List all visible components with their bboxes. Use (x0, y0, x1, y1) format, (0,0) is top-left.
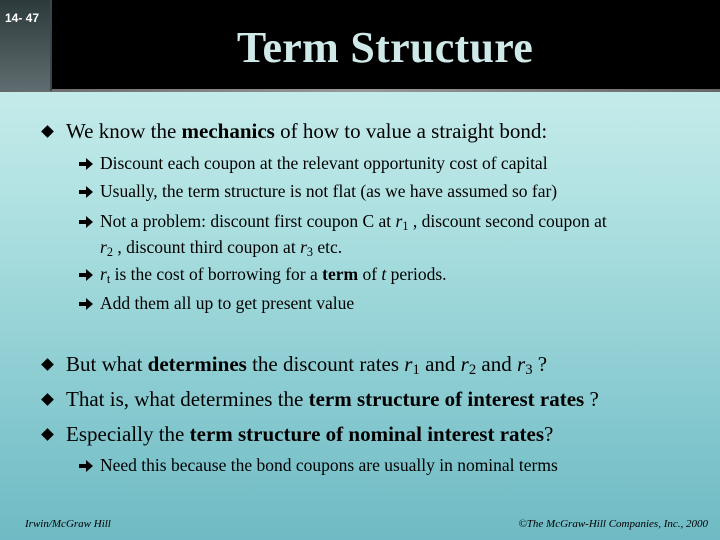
rate-subscript: 3 (525, 362, 533, 378)
bullet-bold: term structure of interest rates (308, 387, 585, 411)
rate-subscript: 1 (402, 219, 409, 233)
slide-title: Term Structure (236, 23, 534, 72)
bullet-text: That is, what determines the (66, 387, 309, 411)
rate-subscript: t (106, 272, 111, 286)
rate-symbol: r (100, 237, 107, 257)
rate-symbol: r (517, 352, 526, 376)
sub-bullet-discount: Discount each coupon at the relevant opportunity cost of capital (100, 153, 548, 173)
bullet-bold: term structure of nominal interest rates (189, 422, 544, 446)
footer-copyright: ©The McGraw-Hill Companies, Inc., 2000 (518, 518, 708, 530)
bullet-nominal (66, 422, 553, 447)
bullet-diamond-icon (41, 428, 54, 441)
rate-symbol: r (100, 264, 107, 284)
bullet-text: the discount rates (246, 352, 405, 376)
arrow-icon (79, 460, 93, 472)
sub-bullet-usually: Usually, the term structure is not flat (as we have assumed so far) (100, 181, 558, 201)
bullet-determines (66, 352, 547, 379)
rate-symbol: r (300, 237, 307, 257)
rate-symbol: r (404, 352, 413, 376)
arrow-icon (79, 298, 93, 310)
sub-text: of (358, 264, 382, 284)
bullet-text: ? (544, 422, 554, 446)
rate-subscript: 2 (468, 362, 477, 378)
bullet-text: ? (532, 352, 548, 376)
bullet-text: But what (66, 352, 148, 376)
bullet-text: ? (584, 387, 599, 411)
sub-bullet-continuation (100, 237, 342, 260)
rate-subscript: 3 (306, 245, 314, 259)
sub-italic: t (381, 264, 387, 284)
arrow-icon (79, 269, 93, 281)
bullet-diamond-icon (41, 393, 54, 406)
sub-text: Not a problem: discount first coupon C at (100, 211, 396, 231)
bullet-bold: determines (147, 352, 247, 376)
sub-bullet-add: Add them all up to get present value (100, 293, 355, 313)
sub-text: periods. (386, 264, 447, 284)
sub-bullet-need-this: Need this because the bond coupons are usually in nominal terms (100, 455, 558, 475)
bullet-diamond-icon (41, 358, 54, 371)
bullet-bold: mechanics (181, 119, 275, 143)
arrow-icon (79, 216, 93, 228)
bullet-text: and (476, 352, 517, 376)
rate-symbol: r (395, 211, 403, 231)
bullet-term-structure (66, 387, 599, 412)
rate-subscript: 1 (412, 362, 420, 378)
bullet-mechanics (66, 119, 547, 144)
rate-symbol: r (460, 352, 469, 376)
bullet-text: of how to value a straight bond: (274, 119, 548, 143)
slide-number-box (0, 0, 52, 91)
sub-text: etc. (313, 237, 343, 257)
sub-bullet-not-a-problem (100, 211, 607, 234)
rate-subscript: 2 (106, 245, 113, 259)
arrow-icon (79, 158, 93, 170)
footer-publisher: Irwin/McGraw Hill (25, 518, 111, 530)
slide-number: 14- 47 (5, 11, 40, 25)
sub-text: , discount third coupon at (112, 237, 301, 257)
sub-bold: term (322, 264, 359, 284)
sub-text: , discount second coupon at (408, 211, 607, 231)
bullet-text: We know the (66, 119, 182, 143)
bullet-text: and (419, 352, 461, 376)
bullet-text: Especially the (66, 422, 190, 446)
sub-text: is the cost of borrowing for a (110, 264, 323, 284)
sub-bullet-rt (100, 264, 447, 287)
arrow-icon (79, 186, 93, 198)
bullet-diamond-icon (41, 125, 54, 138)
